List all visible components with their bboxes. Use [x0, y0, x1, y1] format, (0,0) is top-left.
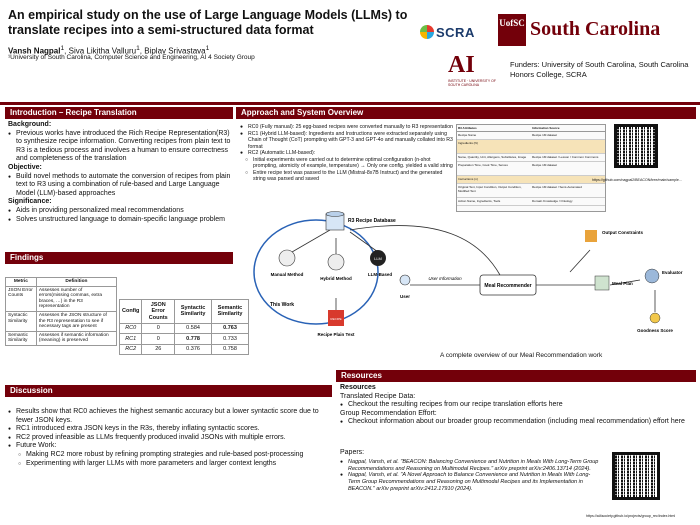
scra-logo-text: SCRA	[436, 24, 475, 40]
res-header: JSON Error Counts	[142, 300, 175, 324]
evaluator-icon	[645, 269, 659, 283]
r3-cell: Recipe 1M dataset	[532, 133, 558, 137]
r3-cell: Ingredients (N)	[458, 141, 478, 145]
table-cell: 0	[142, 323, 175, 334]
system-diagram	[240, 210, 696, 360]
table-row	[120, 334, 249, 345]
llm-to-db-arrow	[350, 232, 378, 252]
table-cell: Assesses the JSON structure of the R3 representation to see if necessary tags are present	[36, 311, 116, 331]
background-label: Background:	[8, 121, 52, 128]
goodness-icon	[650, 313, 660, 323]
r3-cell: Recipe 1M dataset / Semi-Automated	[532, 185, 582, 189]
intro-heading: Introduction – Recipe Translation	[5, 107, 233, 119]
author-3-sup: 1	[205, 45, 210, 52]
table-cell: 0.758	[212, 344, 249, 355]
res-header: Syntactic Similarity	[175, 300, 212, 324]
author-2-sup: 1	[136, 45, 140, 52]
south-carolina-logo: South Carolina	[530, 18, 661, 40]
resources-subheading: Resources	[340, 384, 376, 391]
r3-row	[457, 132, 605, 140]
r3-cell: Recipe Name	[458, 133, 477, 137]
usc-logo: UofSC	[498, 14, 526, 46]
hybrid-method-icon	[328, 254, 344, 270]
approach-heading: Approach and System Overview	[236, 107, 696, 119]
table-cell: 26	[142, 344, 175, 355]
res-header: Config	[120, 300, 142, 324]
scra-mark-icon	[420, 25, 434, 39]
evaluator-label: Evaluator	[662, 270, 683, 275]
discussion-heading: Discussion	[5, 385, 332, 397]
hybrid-label: Hybrid Method	[320, 276, 352, 281]
table-cell: RC0	[120, 323, 142, 334]
table-cell: 0.376	[175, 344, 212, 355]
this-work-label: This Work	[270, 302, 295, 308]
meal-plan-label: Meal Plan	[612, 281, 633, 286]
table-row	[6, 331, 117, 345]
intro-body	[8, 121, 233, 224]
table-cell: 0.733	[212, 334, 249, 345]
header-divider	[0, 102, 700, 105]
constraints-arrow	[570, 250, 590, 272]
database-icon	[326, 212, 344, 231]
resources-body	[340, 384, 690, 427]
approach-item: ● RC1 (Hybrid LLM-based): Ingredients and Instructions were extracted separately using Chain of Thought (CoT) prompting with GPT-3 and GPT-4o and manually collated into R3 format	[240, 131, 453, 151]
recipe-icon-text: RECIPE	[330, 317, 342, 321]
approach-item: ● RC0 (Fully manual): 25 egg-based recipes were converted manually to R3 representation	[240, 124, 453, 131]
r3-cell: Preparation Time, Cook Time, Serves	[458, 163, 508, 167]
r3-cell: Recipe 1M dataset / Lesson / Common Commons	[532, 155, 599, 159]
papers-block	[340, 450, 602, 493]
r3-header: Information Source	[532, 126, 560, 130]
table-row	[120, 323, 249, 334]
translated-item[interactable]: ● Checkout the resulting recipes from our recipe translation efforts here	[340, 401, 690, 410]
table-cell: Assesses number of errors(missing commas, extra braces, …) in the R3 representation	[36, 286, 116, 311]
significance-label: Significance:	[8, 198, 52, 206]
r3-cell	[531, 140, 605, 153]
discussion-item: ● RC1 introduced extra JSON keys in the R3s, thereby inflating syntactic scores.	[8, 425, 333, 434]
table-cell: 0.763	[212, 323, 249, 334]
author-3: Biplav Srivastava	[144, 46, 206, 56]
table-cell: 0.778	[175, 334, 212, 345]
r3-row	[457, 162, 605, 176]
meal-plan-icon	[595, 276, 609, 290]
paper-item[interactable]: ● Nagpal, Vansh, et al. "BEACON: Balancing Convenience and Nutrition in Meals With Long-Term Group Recommendations and Reasoning on Multimodal Recipes." arXiv preprint arXiv:2406.13714 (2024).	[340, 459, 602, 473]
manual-method-icon	[279, 250, 295, 266]
ai-institute-logo	[448, 52, 500, 92]
def-header-definition: Definition	[36, 278, 116, 287]
db-label: R3 Recipe Database	[348, 218, 396, 224]
manual-label: Manual Method	[270, 272, 304, 277]
discussion-item: ● Future Work:	[8, 442, 333, 451]
manual-to-db-arrow	[292, 230, 330, 252]
results-table	[119, 299, 249, 355]
r3-cell: Instructions (n)	[458, 177, 478, 181]
r3-row	[457, 154, 605, 162]
author-2: Siva Likitha Valluru	[68, 46, 137, 56]
discussion-body	[8, 408, 333, 468]
table-row	[6, 311, 117, 331]
objective-item: ● Build novel methods to automate the conversion of recipes from plain text to R3 using a combination of rule-based and Large Language Model (LLM)-based approaches	[8, 173, 233, 199]
r3-cell: Domain Knowledge / Ontology	[532, 199, 573, 203]
r3-attribute-table	[456, 124, 606, 212]
ai-logo-subtext: INSTITUTE · UNIVERSITY OF SOUTH CAROLINA	[448, 79, 496, 87]
approach-item: ● RC2 (Automatic LLM-based):	[240, 150, 453, 157]
table-cell: JSON Error Counts	[6, 286, 37, 311]
r3-row	[457, 184, 605, 198]
res-header: Semantic Similarity	[212, 300, 249, 324]
table-cell: Semantic Similarity	[6, 331, 37, 345]
author-1-sup: 1	[60, 45, 65, 52]
group-label: Group Recommendation Effort:	[340, 409, 437, 417]
translated-label: Translated Recipe Data:	[340, 392, 416, 400]
meal-recommender-label: Meal Recommender	[484, 283, 532, 289]
author-list: Vansh Nagpal$^1$, Siva Likitha Valluru$^1$, Biplav Srivastava$^1$	[8, 45, 210, 56]
discussion-item: ● Results show that RC0 achieves the highest semantic accuracy but a lower syntactic score due to fewer JSON keys.	[8, 408, 333, 425]
table-cell: RC1	[120, 334, 142, 345]
r3-row	[457, 176, 605, 184]
r3-row	[457, 198, 605, 206]
user-label: User	[399, 294, 411, 299]
plain-text-label: Recipe Plain Text	[317, 332, 355, 337]
papers-label: Papers:	[340, 449, 365, 456]
table-cell: Syntactic Similarity	[6, 311, 37, 331]
approach-subitem: ○ Entire recipe text was passed to the LLM (Mistral-8x7B Instruct) and the generated string was parsed and saved	[245, 170, 453, 183]
diagram-caption: A complete overview of our Meal Recommendation work	[440, 352, 603, 359]
output-constraints-icon	[585, 230, 597, 242]
paper-item[interactable]: ● Nagpal, Vansh, et al. "A Novel Approach to Balance Convenience and Nutrition in Meals With Long-Term Group Recommendations and Reasoning on Multimodal Recipes and its Implementation in BEACON." arXiv preprint arXiv:2412.17910 (2024).	[340, 472, 602, 492]
discussion-item: ● RC2 proved infeasible as LLMs frequently produced invalid JSONs with multiple errors.	[8, 434, 333, 443]
user-icon	[400, 275, 410, 285]
future-item: ○ Making RC2 more robust by refining prompting strategies and rule-based post-processing	[18, 451, 333, 460]
scra-logo	[420, 20, 492, 44]
r3-cell: Name, Quantity, Unit, Allergens, Substitutes, Image	[458, 155, 527, 159]
qr-code-group-rec[interactable]	[612, 452, 660, 500]
def-header-metric: Metric	[6, 278, 37, 287]
r3-cell: Original Text, Input Condition, Output Condition, Modified Text	[458, 185, 522, 193]
findings-heading: Findings	[5, 252, 233, 264]
approach-body	[240, 124, 453, 183]
r3-cell: Action Name, Ingredients, Tools	[458, 199, 501, 203]
table-row	[6, 286, 117, 311]
output-constraints-label: Output Constraints	[602, 230, 643, 235]
qr-group-caption[interactable]: https://ai4society.github.io/projects/group_rec/index.html	[586, 514, 676, 518]
user-info-label: User Information	[428, 276, 462, 281]
significance-item: ● Aids in providing personalized meal recommendations	[8, 207, 233, 216]
table-row	[120, 344, 249, 355]
ai-logo-text: AI	[448, 52, 475, 78]
qr-code-github[interactable]	[614, 124, 658, 168]
author-1: Vansh Nagpal	[8, 46, 61, 56]
background-item: ● Previous works have introduced the Rich Recipe Representation(R3) to synthesize recipe information. Converting recipes from plain text to R3 is a tedious process and involves a human to ensure correctness and completeness of the translation	[8, 130, 233, 164]
future-item: ○ Experimenting with larger LLMs with more parameters and larger context lengths	[18, 460, 333, 469]
r3-header: R3 Attributes	[458, 126, 477, 130]
r3-cell: Recipe 1M dataset	[532, 163, 558, 167]
metric-definition-table	[5, 277, 117, 346]
table-cell: 0.584	[175, 323, 212, 334]
goodness-label: Goodness Score	[637, 328, 673, 333]
r3-row	[457, 140, 605, 154]
table-cell: RC2	[120, 344, 142, 355]
table-cell: Assesses if semantic information (meaning) is preserved	[36, 331, 116, 345]
resources-heading: Resources	[336, 370, 696, 382]
group-item[interactable]: ● Checkout information about our broader group recommendation (including meal recommendation) effort here	[340, 418, 690, 427]
llm-label: LLM-Based	[367, 272, 393, 277]
table-cell: 0	[142, 334, 175, 345]
significance-item: ● Solves unstructured language to domain-specific language problem	[8, 216, 233, 225]
approach-subitem: ○ Initial experiments were carried out to determine optimal configuration (n-shot prompting, atomicity of example, temperature) → Only one config. yielded a valid string	[245, 157, 453, 170]
affiliation: ¹University of South Carolina, Computer Science and Engineering, AI 4 Society Group	[8, 54, 255, 61]
funders-text: Funders: University of South Carolina, South Carolina Honors College, SCRA	[510, 60, 689, 79]
qr-github-caption[interactable]: https://github.com/nagpal2/BEACON/tree/main/sample…	[592, 178, 683, 182]
objective-label: Objective:	[8, 163, 42, 171]
poster-title: An empirical study on the use of Large Language Models (LLMs) to translate recipes into a semi-structured data format	[8, 8, 408, 37]
llm-icon-text: LLM	[374, 256, 382, 261]
